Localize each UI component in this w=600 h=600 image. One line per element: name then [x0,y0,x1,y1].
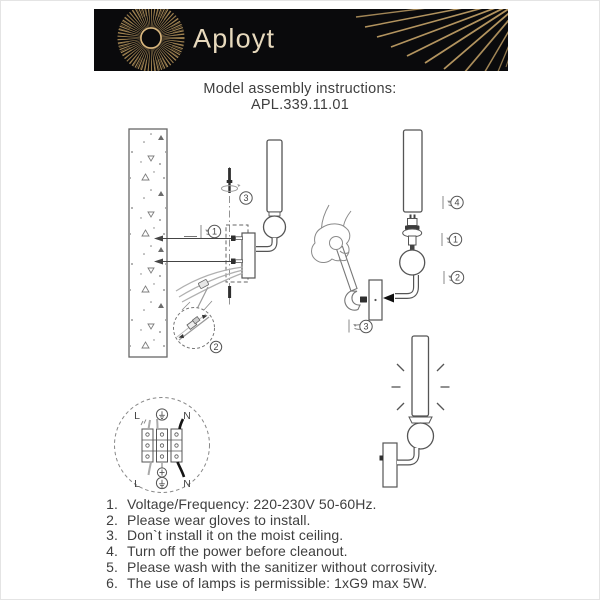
instruction-item [84,497,554,513]
svg-text:1: 1 [211,226,218,237]
wall-mounting-diagram [129,129,286,357]
lamp-tube [404,130,423,212]
svg-text:2: 2 [454,272,461,283]
callout-3 [360,320,372,332]
item-text: Please wash with the sanitizer without corrosivity. [127,558,438,575]
plate-side-screw [360,297,367,303]
instruction-item [84,513,554,529]
terminal-block [142,429,182,462]
svg-text:2: 2 [213,342,219,352]
wall-plate [242,233,255,278]
lamp-ball-joint [400,250,425,275]
tube-cap [409,417,432,423]
live-label-top: L [134,410,140,422]
callout-2 [451,271,463,283]
instruction-item [84,544,554,560]
lamp-arm [395,275,416,296]
wall-plate [383,443,397,487]
item-number: 1. [106,496,118,512]
instruction-list [84,497,554,591]
live-label-bottom: L [134,478,140,490]
callout-4 [451,196,463,208]
lamp-arm [256,238,275,249]
wall-section [129,129,167,357]
item-text: Turn off the power before cleanout. [127,543,348,560]
mounting-screw-top [222,168,241,193]
item-text: The use of lamps is permissible: 1xG9 max 5W. [127,574,428,591]
lamp-ball-joint [264,216,286,238]
svg-text:3: 3 [243,193,249,204]
item-text: Voltage/Frequency: 220-230V 50-60Hz. [127,496,377,512]
callout-3 [240,192,252,204]
svg-text:1: 1 [452,234,459,245]
connector-detail-circle [174,308,215,349]
earth-ground-icon [156,409,167,420]
earth-ground-icon [156,477,167,488]
callout-1 [449,233,461,245]
svg-text:3: 3 [363,321,369,332]
page-title: Model assembly instructions: [203,81,397,97]
model-number: APL.339.11.01 [250,96,350,113]
wiring-detail-diagram [115,398,210,493]
item-number: 3. [106,527,118,544]
item-number: 6. [106,574,118,591]
wrench-tightening-diagram [312,205,416,333]
cable-clamp [157,468,166,477]
instruction-item [84,528,554,544]
lamp-arm [397,448,417,463]
insert-arrow [383,294,394,303]
lamp-tube [412,336,429,416]
neutral-label-bottom: N [183,478,191,490]
lamp-tube [267,140,282,216]
mounting-screw-bottom [228,286,231,298]
item-number: 4. [106,543,118,560]
supply-wires [176,267,243,309]
brand-logo-text: Aployt [193,23,276,54]
item-number: 5. [106,558,118,575]
instruction-item [84,576,554,592]
wrench [337,247,361,311]
neutral-label-top: N [183,410,191,422]
item-text: Don`t install it on the moist ceiling. [127,527,344,544]
lamp-holder [403,215,422,251]
svg-text:4: 4 [454,197,460,208]
item-number: 2. [106,511,118,528]
instruction-item [84,560,554,576]
callout-2 [210,341,221,352]
assembled-lamp-diagram [380,336,450,487]
exploded-parts-diagram [400,130,464,284]
callout-1 [208,225,220,237]
item-text: Please wear gloves to install. [127,511,311,528]
lamp-ball-joint [408,423,434,449]
